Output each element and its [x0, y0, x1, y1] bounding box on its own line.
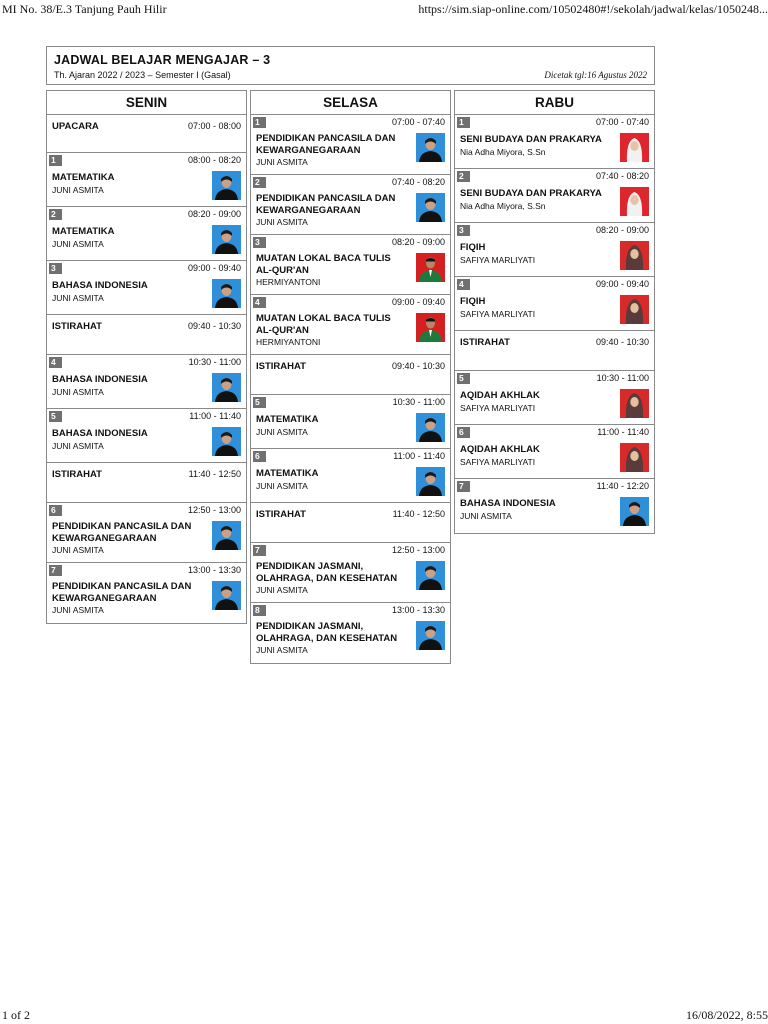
teacher-name: SAFIYA MARLIYATI: [460, 309, 536, 319]
schedule-entry: [455, 115, 654, 169]
teacher-name: JUNI ASMITA: [460, 511, 512, 521]
period-number: 1: [457, 117, 470, 128]
teacher-name: HERMIYANTONI: [256, 277, 321, 287]
teacher-photo: [212, 225, 241, 254]
schedule-entry: [455, 425, 654, 479]
subject-name: SENI BUDAYA DAN PRAKARYA: [460, 134, 602, 145]
subject-name: MATEMATIKA: [52, 172, 115, 183]
schedule-entry: [47, 315, 246, 355]
teacher-photo: [416, 133, 445, 162]
teacher-name: JUNI ASMITA: [256, 427, 308, 437]
teacher-photo: [620, 443, 649, 472]
print-timestamp: 16/08/2022, 8:55: [685, 1008, 768, 1022]
period-number: 7: [457, 481, 470, 492]
schedule-entry: [251, 395, 450, 449]
period-number: 7: [49, 565, 62, 576]
schedule-entry: [251, 355, 450, 395]
period-time: 08:00 - 08:20: [187, 155, 241, 165]
period-time: 12:50 - 13:00: [391, 545, 445, 555]
subject-name: PENDIDIKAN PANCASILA DAN KEWARGANEGARAAN: [52, 581, 192, 604]
subject-name: BAHASA INDONESIA: [52, 428, 148, 439]
day-column-senin: [46, 90, 247, 624]
teacher-photo: [416, 193, 445, 222]
schedule-entry: [47, 261, 246, 315]
subject-name: ISTIRAHAT: [460, 337, 510, 348]
period-time: 11:00 - 11:40: [189, 411, 241, 421]
teacher-photo: [620, 497, 649, 526]
teacher-photo: [416, 467, 445, 496]
teacher-photo: [212, 427, 241, 456]
schedule-title: JADWAL BELAJAR MENGAJAR – 3: [54, 53, 271, 67]
schedule-entry: [251, 115, 450, 175]
period-number: 5: [49, 411, 62, 422]
subject-name: BAHASA INDONESIA: [52, 280, 148, 291]
period-time: 10:30 - 11:00: [188, 357, 241, 367]
teacher-name: JUNI ASMITA: [52, 185, 104, 195]
day-heading: SENIN: [47, 91, 246, 115]
subject-name: ISTIRAHAT: [52, 469, 102, 480]
schedule-header: [46, 46, 655, 85]
schedule-entry: [455, 223, 654, 277]
print-header-url: https://sim.siap-online.com/10502480#!/sekolah/jadwal/kelas/1050248...: [418, 2, 768, 16]
schedule-entry: [47, 355, 246, 409]
period-time: 09:00 - 09:40: [595, 279, 649, 289]
subject-name: BAHASA INDONESIA: [460, 498, 556, 509]
period-time: 09:00 - 09:40: [391, 297, 445, 307]
schedule-entry: [251, 235, 450, 295]
period-number: 4: [49, 357, 62, 368]
browser-print-footer: [0, 1006, 768, 1024]
day-heading: SELASA: [251, 91, 450, 115]
period-number: 7: [253, 545, 266, 556]
schedule-entry: [47, 463, 246, 503]
schedule-entry: [251, 543, 450, 603]
subject-name: MATEMATIKA: [256, 468, 319, 479]
period-number: 8: [253, 605, 266, 616]
period-time: 07:40 - 08:20: [391, 177, 445, 187]
period-time: 09:00 - 09:40: [187, 263, 241, 273]
print-header-school: MI No. 38/E.3 Tanjung Pauh Hilir: [2, 2, 167, 16]
period-time: 10:30 - 11:00: [392, 397, 445, 407]
subject-name: ISTIRAHAT: [52, 321, 102, 332]
teacher-name: JUNI ASMITA: [256, 585, 308, 595]
teacher-name: JUNI ASMITA: [256, 645, 308, 655]
subject-name: PENDIDIKAN JASMANI, OLAHRAGA, DAN KESEHATAN: [256, 561, 398, 584]
period-time: 12:50 - 13:00: [187, 505, 241, 515]
teacher-name: JUNI ASMITA: [52, 293, 104, 303]
teacher-photo: [212, 171, 241, 200]
subject-name: PENDIDIKAN PANCASILA DAN KEWARGANEGARAAN: [256, 133, 396, 156]
teacher-name: Nia Adha Miyora, S.Sn: [460, 201, 546, 211]
period-number: 6: [49, 505, 62, 516]
day-column-selasa: [250, 90, 451, 664]
teacher-photo: [620, 389, 649, 418]
teacher-photo: [416, 621, 445, 650]
period-time: 07:00 - 08:00: [187, 121, 241, 131]
academic-year: Th. Ajaran 2022 / 2023 – Semester I (Gasal): [54, 70, 231, 80]
schedule-entry: [455, 371, 654, 425]
subject-name: UPACARA: [52, 121, 99, 132]
schedule-entry: [251, 175, 450, 235]
browser-print-header: [0, 0, 768, 18]
teacher-photo: [212, 373, 241, 402]
teacher-name: SAFIYA MARLIYATI: [460, 457, 536, 467]
teacher-name: SAFIYA MARLIYATI: [460, 255, 536, 265]
period-time: 07:00 - 07:40: [595, 117, 649, 127]
teacher-photo: [212, 581, 241, 610]
teacher-name: JUNI ASMITA: [52, 545, 104, 555]
period-time: 11:40 - 12:20: [596, 481, 649, 491]
teacher-photo: [416, 313, 445, 342]
period-time: 11:40 - 12:50: [188, 469, 241, 479]
period-number: 1: [49, 155, 62, 166]
schedule-entry: [251, 503, 450, 543]
teacher-photo: [212, 521, 241, 550]
subject-name: ISTIRAHAT: [256, 509, 306, 520]
teacher-photo: [620, 133, 649, 162]
period-time: 13:00 - 13:30: [391, 605, 445, 615]
teacher-name: JUNI ASMITA: [52, 605, 104, 615]
teacher-name: JUNI ASMITA: [52, 441, 104, 451]
schedule-entry: [47, 153, 246, 207]
subject-name: MATEMATIKA: [256, 414, 319, 425]
period-time: 10:30 - 11:00: [596, 373, 649, 383]
subject-name: SENI BUDAYA DAN PRAKARYA: [460, 188, 602, 199]
period-number: 1: [253, 117, 266, 128]
subject-name: AQIDAH AKHLAK: [460, 444, 540, 455]
subject-name: MUATAN LOKAL BACA TULIS AL-QUR'AN: [256, 253, 391, 276]
teacher-photo: [416, 413, 445, 442]
subject-name: ISTIRAHAT: [256, 361, 306, 372]
period-time: 11:00 - 11:40: [597, 427, 649, 437]
teacher-name: SAFIYA MARLIYATI: [460, 403, 536, 413]
schedule-entry: [47, 503, 246, 563]
period-time: 13:00 - 13:30: [187, 565, 241, 575]
period-time: 08:20 - 09:00: [187, 209, 241, 219]
schedule-entry: [251, 603, 450, 663]
period-number: 3: [253, 237, 266, 248]
teacher-photo: [416, 253, 445, 282]
schedule-entry: [251, 295, 450, 355]
teacher-name: JUNI ASMITA: [256, 217, 308, 227]
teacher-name: JUNI ASMITA: [52, 387, 104, 397]
period-number: 4: [253, 297, 266, 308]
period-number: 4: [457, 279, 470, 290]
period-number: 2: [457, 171, 470, 182]
teacher-photo: [212, 279, 241, 308]
subject-name: PENDIDIKAN PANCASILA DAN KEWARGANEGARAAN: [256, 193, 396, 216]
period-number: 5: [457, 373, 470, 384]
subject-name: MATEMATIKA: [52, 226, 115, 237]
period-number: 3: [49, 263, 62, 274]
schedule-entry: [455, 331, 654, 371]
schedule-entry: [47, 563, 246, 623]
subject-name: PENDIDIKAN JASMANI, OLAHRAGA, DAN KESEHATAN: [256, 621, 398, 644]
day-heading: RABU: [455, 91, 654, 115]
period-number: 2: [253, 177, 266, 188]
teacher-name: JUNI ASMITA: [256, 157, 308, 167]
schedule-entry: [47, 409, 246, 463]
period-number: 3: [457, 225, 470, 236]
day-column-rabu: [454, 90, 655, 534]
period-time: 07:40 - 08:20: [595, 171, 649, 181]
period-time: 09:40 - 10:30: [187, 321, 241, 331]
teacher-name: Nia Adha Miyora, S.Sn: [460, 147, 546, 157]
schedule-entry: [455, 479, 654, 533]
subject-name: PENDIDIKAN PANCASILA DAN KEWARGANEGARAAN: [52, 521, 192, 544]
subject-name: FIQIH: [460, 296, 486, 307]
subject-name: MUATAN LOKAL BACA TULIS AL-QUR'AN: [256, 313, 391, 336]
period-time: 08:20 - 09:00: [595, 225, 649, 235]
schedule-entry: [47, 207, 246, 261]
teacher-name: HERMIYANTONI: [256, 337, 321, 347]
schedule-entry: [47, 115, 246, 153]
period-number: 6: [457, 427, 470, 438]
period-time: 09:40 - 10:30: [391, 361, 445, 371]
schedule-entry: [455, 169, 654, 223]
period-time: 09:40 - 10:30: [595, 337, 649, 347]
teacher-name: JUNI ASMITA: [256, 481, 308, 491]
period-time: 07:00 - 07:40: [391, 117, 445, 127]
period-number: 2: [49, 209, 62, 220]
schedule-entry: [455, 277, 654, 331]
teacher-photo: [416, 561, 445, 590]
teacher-photo: [620, 295, 649, 324]
teacher-photo: [620, 187, 649, 216]
teacher-photo: [620, 241, 649, 270]
printed-date: Dicetak tgl:16 Agustus 2022: [544, 70, 647, 80]
subject-name: AQIDAH AKHLAK: [460, 390, 540, 401]
subject-name: BAHASA INDONESIA: [52, 374, 148, 385]
schedule-entry: [251, 449, 450, 503]
teacher-name: JUNI ASMITA: [52, 239, 104, 249]
period-number: 6: [253, 451, 266, 462]
page-count: 1 of 2: [2, 1008, 30, 1022]
period-number: 5: [253, 397, 266, 408]
period-time: 08:20 - 09:00: [391, 237, 445, 247]
subject-name: FIQIH: [460, 242, 486, 253]
period-time: 11:00 - 11:40: [393, 451, 445, 461]
period-time: 11:40 - 12:50: [392, 509, 445, 519]
